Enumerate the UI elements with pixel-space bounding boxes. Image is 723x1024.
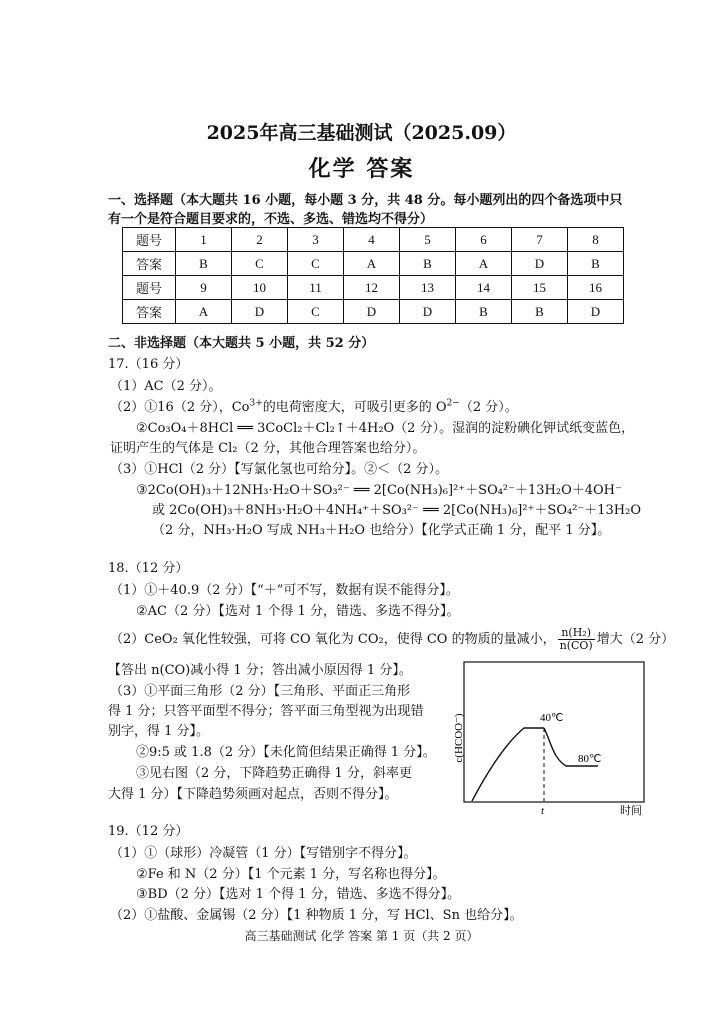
answer-table-cell: 16 <box>568 276 624 300</box>
answer-table-cell: 15 <box>512 276 568 300</box>
answer-table-row <box>123 300 624 324</box>
page-footer: 高三基础测试 化学 答案 第 1 页（共 2 页） <box>244 929 479 943</box>
graph-frame <box>464 662 644 802</box>
section1-instructions-line1: 一、选择题（本大题共 16 小题，每小题 3 分，共 48 分。每小题列出的四个备选项中只 <box>108 193 623 208</box>
answer-table-row-label: 答案 <box>123 300 176 324</box>
answer-table-cell: D <box>512 252 568 276</box>
q17-equation-1: ③2Co(OH)₃＋12NH₃·H₂O＋SO₃²⁻ ══ 2[Co(NH₃)₆]²⁺＋SO₄²⁻＋13H₂O＋4OH⁻ <box>136 483 622 498</box>
answer-table-cell: 5 <box>400 228 456 252</box>
q18-part3-line2: 得 1 分；只答平面型不得分；答平面三角型视为出现错 <box>108 704 424 719</box>
q18-part3-line1: （3）①平面三角形（2 分）【三角形、平面正三角形 <box>110 684 411 699</box>
answer-table-cell: 14 <box>456 276 512 300</box>
answer-table-cell: 7 <box>512 228 568 252</box>
answer-table-cell: 6 <box>456 228 512 252</box>
concentration-time-graph <box>448 658 648 818</box>
answer-table-cell: B <box>176 252 232 276</box>
ratio-fraction: $\frac{\text{n(H₂)}}{n(CO)}$ <box>559 626 593 652</box>
q17-part1: （1）AC（2 分）。 <box>110 379 222 394</box>
answer-table-cell: 8 <box>568 228 624 252</box>
section1-instructions-line2: 有一个是符合题目要求的，不选、多选、错选均不得分） <box>108 212 434 227</box>
curve-40c <box>472 728 544 801</box>
q19-part1-line3: ③BD（2 分）【选对 1 个得 1 分，错选、多选不得分】。 <box>136 887 461 902</box>
q19-heading: 19.（12 分） <box>108 824 189 839</box>
answer-table-cell: C <box>232 252 288 276</box>
answer-table-row-label: 题号 <box>123 228 176 252</box>
q18-part1-line2: ②AC（2 分）【选对 1 个得 1 分，错选、多选不得分】。 <box>136 604 460 619</box>
answer-table-cell: 13 <box>400 276 456 300</box>
answer-table-cell: 3 <box>288 228 344 252</box>
q18-part1-line1: （1）①＋40.9（2 分）【“＋”可不写，数据有误不能得分】。 <box>110 583 459 598</box>
answer-table-cell: C <box>288 252 344 276</box>
answer-table <box>122 227 624 324</box>
graph-ylabel: c(HCOO⁻) <box>453 713 465 763</box>
answer-table-cell: D <box>400 300 456 324</box>
q18-part3-line6: 大得 1 分）【下降趋势须画对起点，否则不得分】。 <box>108 787 398 802</box>
answer-table-row-label: 题号 <box>123 276 176 300</box>
tick-t: t <box>541 805 545 817</box>
answer-table-cell: B <box>512 300 568 324</box>
answer-table-cell: 4 <box>344 228 400 252</box>
page-title: 2025年高三基础测试（2025.09） <box>206 122 517 144</box>
q19-part2-line1: （2）①盐酸、金属锡（2 分）【1 种物质 1 分，写 HCl、Sn 也给分】。 <box>110 908 523 923</box>
q17-equation-2: 或 2Co(OH)₃＋8NH₃·H₂O＋4NH₄⁺＋SO₃²⁻ ══ 2[Co(NH₃)₆]²⁺＋SO₄²⁻＋13H₂O <box>152 503 642 518</box>
answer-table-cell: A <box>176 300 232 324</box>
answer-table-cell: B <box>456 300 512 324</box>
q18-heading: 18.（12 分） <box>108 561 189 576</box>
q17-part2-line3: 证明产生的气体是 Cl₂（2 分，其他合理答案也给分）。 <box>110 441 426 456</box>
q17-scoring-note: （2 分，NH₃·H₂O 写成 NH₃＋H₂O 也给分）【化学式正确 1 分，配平 1 分】。 <box>152 523 611 538</box>
label-40c: 40℃ <box>540 712 564 724</box>
q17-part2-line1: （2）①16（2 分），$Co^{3+}$的电荷密度大，可吸引更多的 $O^{2-}(2$ 分）。 <box>110 398 518 415</box>
answer-table-cell: B <box>400 252 456 276</box>
q18-part2-line2: 【答出 n(CO)减小得 1 分；答出减小原因得 1 分】。 <box>108 663 412 678</box>
answer-table-cell: D <box>344 300 400 324</box>
q18-part3-line3: 别字，得 1 分】。 <box>108 724 210 739</box>
answer-table-cell: D <box>232 300 288 324</box>
answer-table-row <box>123 252 624 276</box>
q18-part2-line1: （2）CeO₂ 氧化性较强，可将 CO 氧化为 CO₂，使得 CO 的物质的量减小， $\frac{\text{n(H₂)}}{n(CO)}$ 增大（2 分） <box>110 626 675 652</box>
q17-part3-line1: （3）①HCl（2 分）【写氯化氢也可给分】。②＜（2 分）。 <box>110 462 449 477</box>
graph-xlabel: 时间 <box>620 805 642 817</box>
answer-table-cell: A <box>456 252 512 276</box>
answer-table-cell: 9 <box>176 276 232 300</box>
q17-part2-line2: ②Co₃O₄＋8HCl ══ 3CoCl₂＋Cl₂↑＋4H₂O（2 分）。湿润的淀粉碘化钾试纸变蓝色， <box>136 421 635 436</box>
answer-table-cell: 12 <box>344 276 400 300</box>
q18-part3-line5: ③见右图（2 分，下降趋势正确得 1 分，斜率更 <box>136 766 412 781</box>
answer-table-cell: 10 <box>232 276 288 300</box>
page-subtitle: 化学 答案 <box>308 156 415 182</box>
answer-table-row-label: 答案 <box>123 252 176 276</box>
q19-part1-line2: ②Fe 和 N（2 分）【1 个元素 1 分，写名称也得分】。 <box>136 867 446 882</box>
answer-table-cell: B <box>568 252 624 276</box>
answer-table-cell: C <box>288 300 344 324</box>
answer-table-cell: 2 <box>232 228 288 252</box>
section2-heading: 二、非选择题（本大题共 5 小题，共 52 分） <box>108 336 375 351</box>
q18-part3-line4: ②9:5 或 1.8（2 分）【未化简但结果正确得 1 分】。 <box>136 745 436 760</box>
answer-table-cell: 1 <box>176 228 232 252</box>
label-80c: 80℃ <box>578 753 602 765</box>
answer-table-row <box>123 228 624 252</box>
q17-heading: 17.（16 分） <box>108 357 189 372</box>
answer-table-cell: D <box>568 300 624 324</box>
answer-table-cell: 11 <box>288 276 344 300</box>
answer-table-cell: A <box>344 252 400 276</box>
q19-part1-line1: （1）①（球形）冷凝管（1 分）【写错别字不得分】。 <box>110 846 417 861</box>
answer-table-row <box>123 276 624 300</box>
